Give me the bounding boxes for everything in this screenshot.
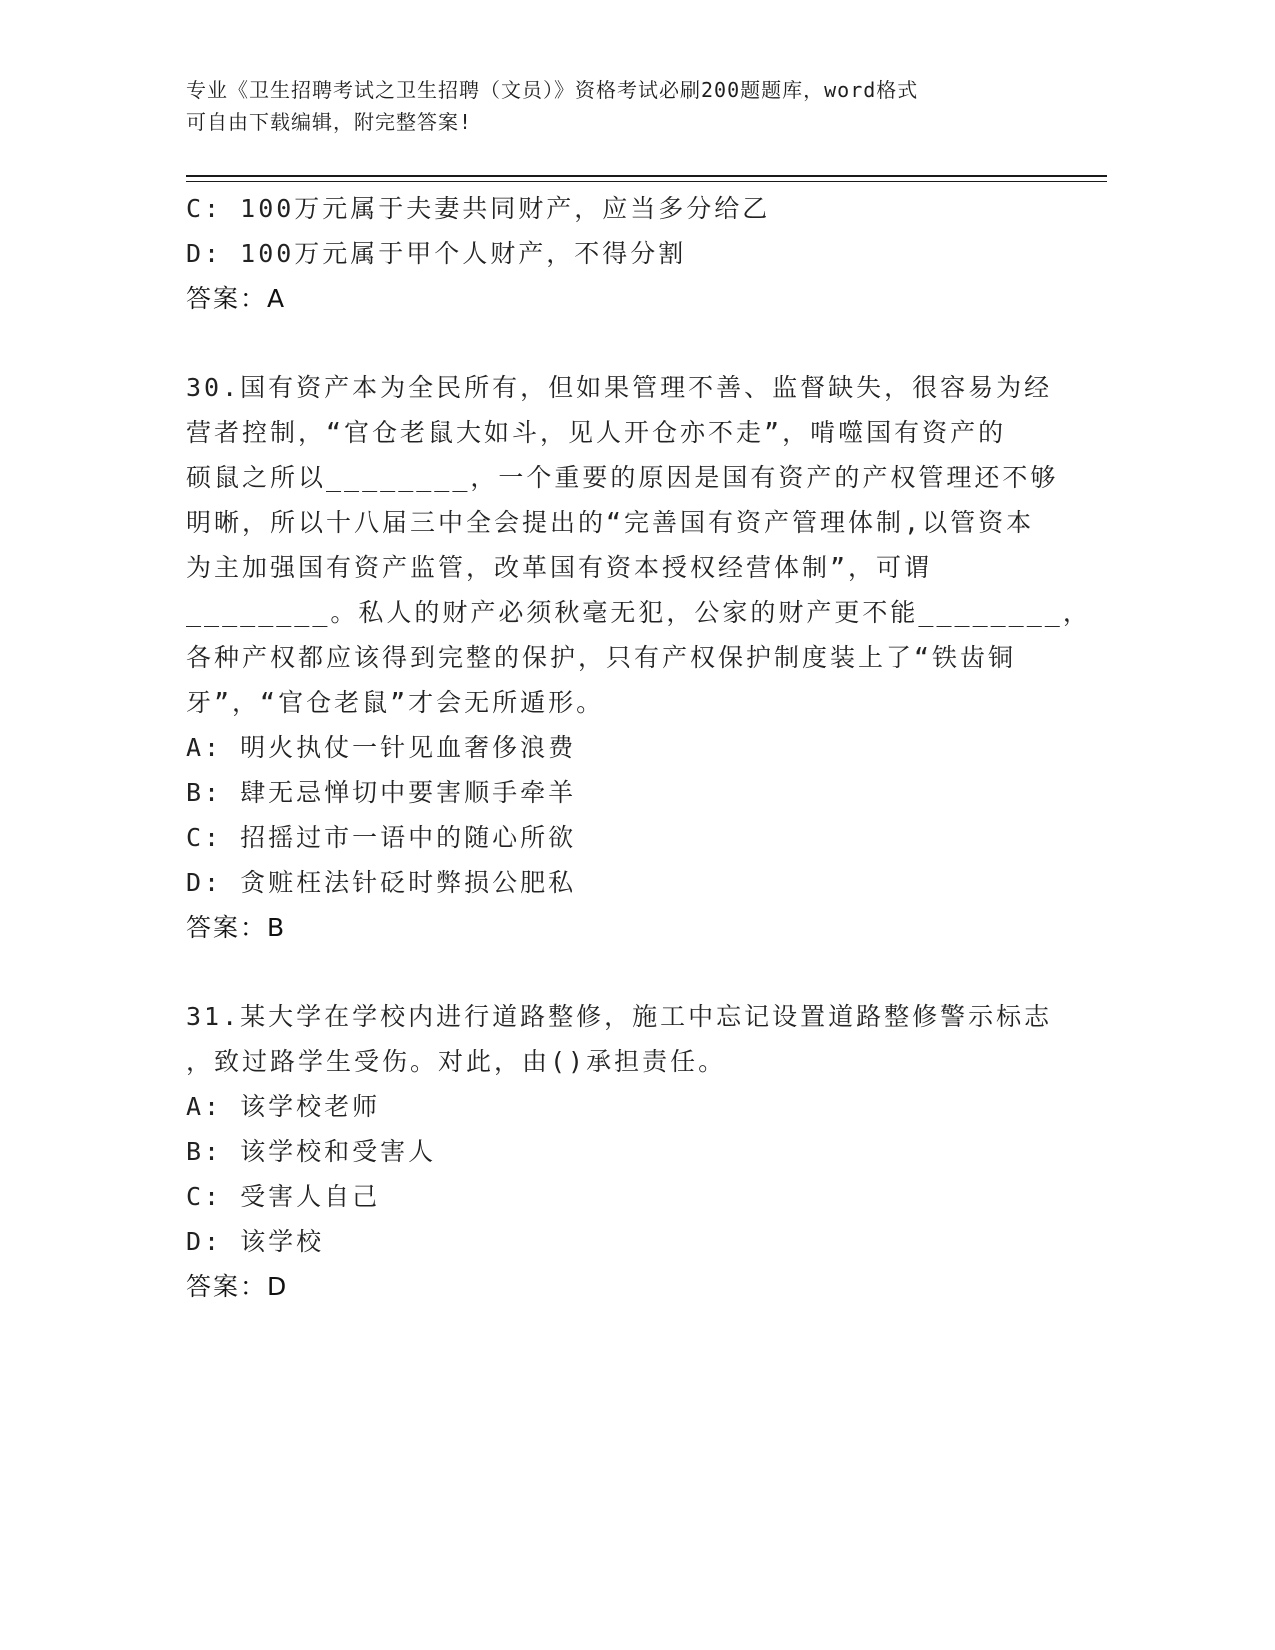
header-line-2: 可自由下载编辑，附完整答案! <box>186 110 473 134</box>
question-line: 硕鼠之所以________，一个重要的原因是国有资产的产权管理还不够 <box>186 463 1059 492</box>
question-line: 30.国有资产本为全民所有，但如果管理不善、监督缺失，很容易为经 <box>186 373 1053 402</box>
document-body <box>186 186 1091 1309</box>
answer-line: 答案：A <box>186 284 287 313</box>
option-a: A: 该学校老师 <box>186 1092 381 1121</box>
question-text <box>186 994 1066 1084</box>
option-c: C: 招摇过市一语中的随心所欲 <box>186 823 577 852</box>
question-line: 各种产权都应该得到完整的保护，只有产权保护制度装上了“铁齿铜 <box>186 643 1017 672</box>
header-rule-thin <box>186 181 1107 182</box>
previous-question-tail <box>186 186 1066 321</box>
question-line: 31.某大学在学校内进行道路整修，施工中忘记设置道路整修警示标志 <box>186 1002 1053 1031</box>
option-d: D: 贪赃枉法针砭时弊损公肥私 <box>186 868 577 897</box>
question-line: ，致过路学生受伤。对此，由()承担责任。 <box>186 1047 727 1076</box>
spacer <box>186 321 1066 365</box>
question-line: 明晰，所以十八届三中全会提出的“完善国有资产管理体制,以管资本 <box>186 508 1035 537</box>
question-30 <box>186 365 1091 950</box>
option-b: B: 肆无忌惮切中要害顺手牵羊 <box>186 778 577 807</box>
option-d: D: 该学校 <box>186 1227 325 1256</box>
option-c: C: 受害人自己 <box>186 1182 381 1211</box>
option-a: A: 明火执仗一针见血奢侈浪费 <box>186 733 577 762</box>
question-line: 牙”，“官仓老鼠”才会无所遁形。 <box>186 688 605 717</box>
option-d: D: 100万元属于甲个人财产，不得分割 <box>186 239 687 268</box>
option-c: C: 100万元属于夫妻共同财产，应当多分给乙 <box>186 194 771 223</box>
header-line-1: 专业《卫生招聘考试之卫生招聘（文员）》资格考试必刷200题题库，word格式 <box>186 78 919 102</box>
question-line: 为主加强国有资产监管，改革国有资本授权经营体制”，可谓 <box>186 553 933 582</box>
answer-line: 答案：D <box>186 1272 289 1301</box>
spacer <box>186 950 1066 994</box>
question-text <box>186 365 1091 725</box>
header-rule-thick <box>186 175 1107 177</box>
option-b: B: 该学校和受害人 <box>186 1137 437 1166</box>
answer-line: 答案：B <box>186 913 287 942</box>
question-31 <box>186 994 1066 1309</box>
document-header <box>186 74 1086 138</box>
question-line: 营者控制，“官仓老鼠大如斗，见人开仓亦不走”，啃噬国有资产的 <box>186 418 1007 447</box>
question-line: ________。私人的财产必须秋毫无犯，公家的财产更不能________， <box>186 598 1091 627</box>
